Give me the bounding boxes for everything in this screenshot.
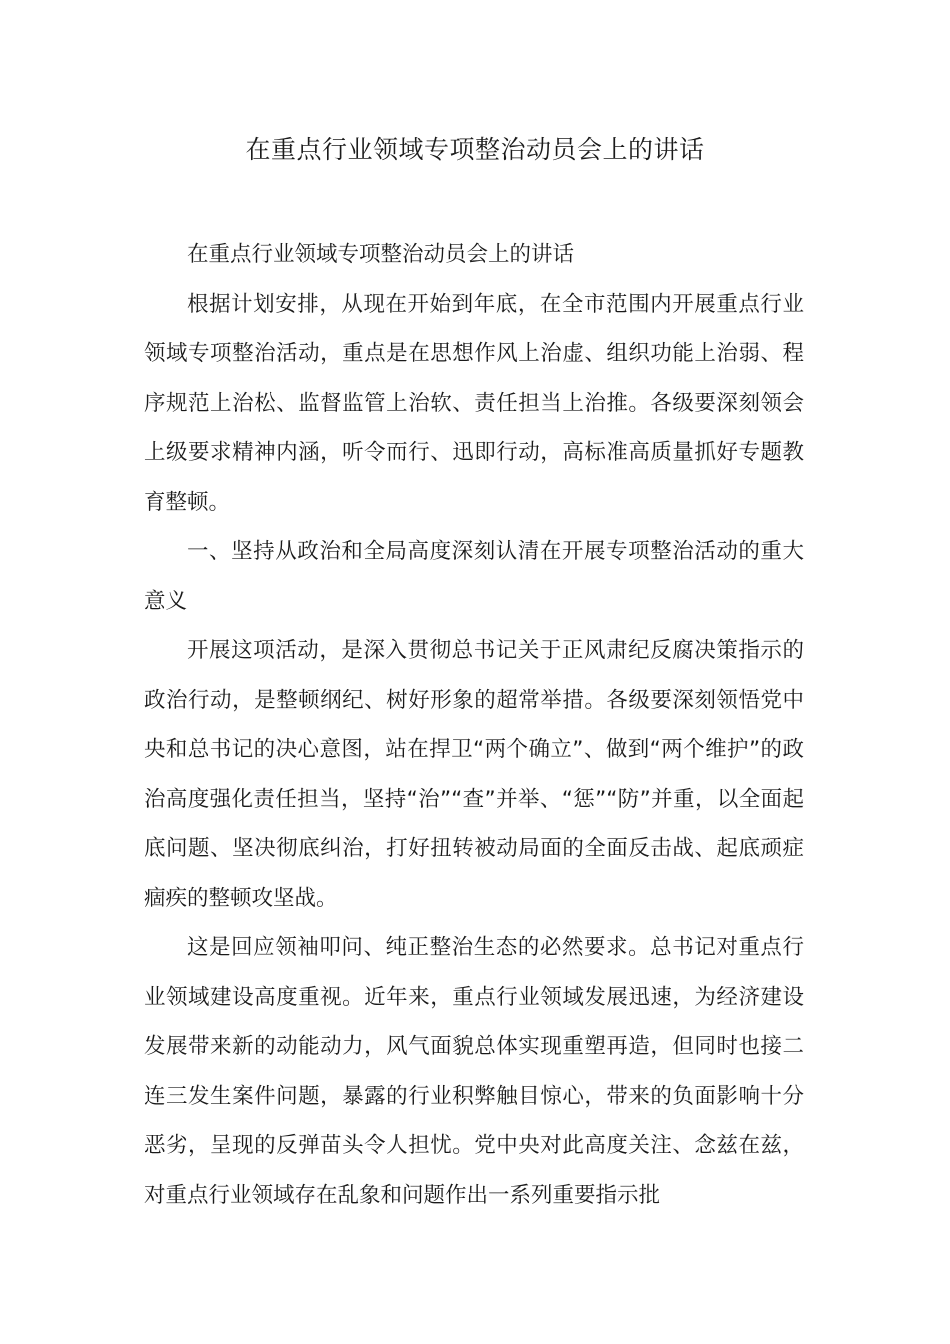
document-title: 在重点行业领域专项整治动员会上的讲话 [245,135,705,164]
intro-paragraph: 根据计划安排，从现在开始到年底，在全市范围内开展重点行业领域专项整治活动，重点是在思想作风上治虚、组织功能上治弱、程序规范上治松、监督监管上治软、责任担当上治推。各级要深刻领会上级要求精神内涵，听令而行、迅即行动，高标准高质量抓好专题教育整顿。 [144,291,804,515]
body-paragraph: 开展这项活动，是深入贯彻总书记关于正风肃纪反腐决策指示的政治行动，是整顿纲纪、树好形象的超常举措。各级要深刻领悟党中央和总书记的决心意图，站在捍卫“两个确立”、做到“两个维护”的政治高度强化责任担当，坚持“治”“查”并举、“惩”“防”并重，以全面起底问题、坚决彻底纠治，打好扭转被动局面的全面反击战、起底顽症痼疾的整顿攻坚战。 [144,638,804,911]
subtitle-paragraph: 在重点行业领域专项整治动员会上的讲话 [187,242,575,267]
body-paragraph: 这是回应领袖叩问、纯正整治生态的必然要求。总书记对重点行业领域建设高度重视。近年来，重点行业领域发展迅速，为经济建设发展带来新的动能动力，风气面貌总体实现重塑再造，但同时也接二连三发生案件问题，暴露的行业积弊触目惊心，带来的负面影响十分恶劣，呈现的反弹苗头令人担忧。党中央对此高度关注、念兹在兹，对重点行业领域存在乱象和问题作出一系列重要指示批 [144,935,804,1208]
section-heading-1: 一、坚持从政治和全局高度深刻认清在开展专项整治活动的重大意义 [144,539,804,614]
document-body [144,230,804,1220]
